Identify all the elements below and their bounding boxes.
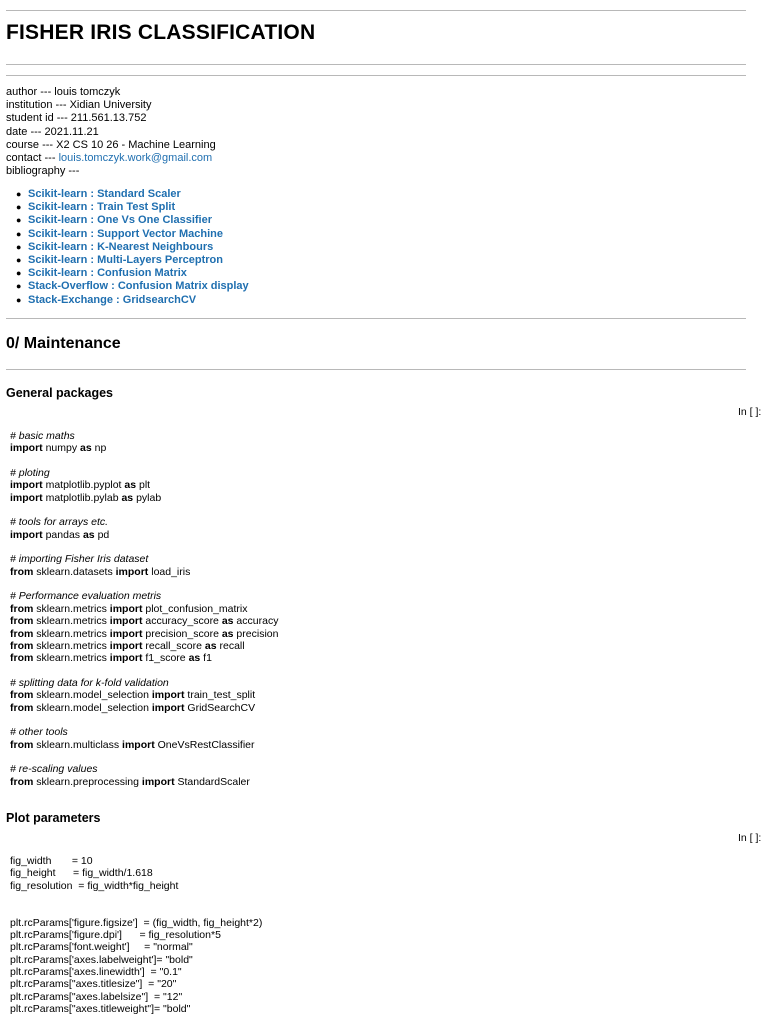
code-keyword: import: [109, 602, 143, 615]
code-line: [10, 479, 278, 491]
code-text: sklearn.metrics: [33, 652, 110, 665]
code-keyword: as: [204, 639, 217, 652]
code-keyword: as: [80, 442, 92, 455]
bibliography-item: [16, 293, 249, 307]
code-line: [10, 714, 278, 726]
code-comment: # importing Fisher Iris dataset: [10, 553, 149, 566]
code-comment: # splitting data for k-fold validation: [10, 676, 169, 689]
code-text: plt.rcParams["axes.labelsize"] = "12": [10, 990, 183, 1003]
code-keyword: import: [109, 639, 143, 652]
code-keyword: from: [10, 738, 34, 751]
bibliography-item: [16, 267, 249, 280]
code-text: plt.rcParams['figure.figsize'] = (fig_width, fig_height*2): [10, 916, 263, 929]
code-line: [10, 615, 278, 627]
code-text: recall: [216, 639, 245, 652]
code-line: [10, 566, 278, 578]
bullet-icon: ●: [16, 228, 22, 239]
divider: [6, 369, 746, 370]
code-line: [10, 492, 278, 504]
bullet-icon: ●: [16, 255, 22, 266]
code-line: [10, 590, 278, 602]
code-line: [10, 751, 278, 763]
bibliography-item: [16, 214, 249, 227]
bibliography-item: [16, 280, 249, 293]
bullet-icon: ●: [16, 281, 22, 292]
code-line: [10, 665, 278, 677]
code-text: GridSearchCV: [184, 701, 256, 714]
code-line: [10, 1003, 262, 1015]
code-line: [10, 467, 278, 479]
code-keyword: as: [188, 652, 201, 665]
code-line: [10, 578, 278, 590]
bibliography-link[interactable]: Stack-Overflow : Confusion Matrix display: [28, 280, 249, 293]
bibliography-link[interactable]: Scikit-learn : One Vs One Classifier: [28, 214, 213, 227]
code-keyword: import: [10, 442, 43, 455]
meta-line: date --- 2021.11.21: [6, 125, 99, 138]
code-keyword: import: [10, 479, 43, 492]
code-keyword: from: [10, 689, 34, 702]
code-keyword: from: [10, 565, 34, 578]
code-text: sklearn.datasets: [33, 565, 116, 578]
code-keyword: as: [121, 491, 134, 504]
code-comment: # other tools: [10, 726, 68, 739]
code-text: sklearn.model_selection: [33, 701, 152, 714]
code-keyword: import: [109, 627, 143, 640]
bibliography-link[interactable]: Scikit-learn : K-Nearest Neighbours: [28, 240, 214, 253]
subsection-heading-plot-parameters: Plot parameters: [6, 811, 101, 825]
code-line: [10, 689, 278, 701]
code-keyword: import: [141, 775, 175, 788]
code-keyword: import: [115, 565, 149, 578]
code-text: train_test_split: [184, 689, 256, 702]
code-line: [10, 776, 278, 788]
code-text: plt.rcParams['axes.labelweight']= "bold": [10, 953, 193, 966]
bibliography-item: [16, 188, 249, 201]
bibliography-link[interactable]: Scikit-learn : Multi-Layers Perceptron: [28, 254, 223, 267]
code-text: accuracy_score: [142, 615, 222, 628]
code-line: [10, 516, 278, 528]
section-heading-maintenance: 0/ Maintenance: [6, 335, 121, 352]
meta-line: author --- louis tomczyk: [6, 86, 121, 98]
bullet-icon: ●: [16, 294, 22, 305]
code-text: precision: [233, 627, 279, 640]
cell-prompt: In [ ]:: [738, 832, 762, 844]
code-text: precision_score: [142, 627, 222, 640]
code-text: matplotlib.pyplot: [42, 479, 125, 492]
meta-line: bibliography ---: [6, 165, 80, 178]
code-text: f1_score: [142, 652, 189, 665]
code-text: pd: [94, 528, 110, 541]
code-text: plt.rcParams["axes.titleweight"]= "bold": [10, 1003, 191, 1016]
code-line: [10, 739, 278, 751]
code-line: [10, 702, 278, 714]
meta-line: course --- X2 CS 10 26 - Machine Learning: [6, 138, 216, 151]
code-text: pandas: [42, 528, 83, 541]
code-text: sklearn.metrics: [33, 615, 110, 628]
code-line: [10, 855, 262, 867]
meta-label: contact ---: [6, 152, 59, 165]
code-keyword: import: [151, 701, 185, 714]
code-text: fig_resolution = fig_width*fig_height: [10, 879, 179, 892]
code-keyword: from: [10, 602, 34, 615]
code-keyword: as: [221, 627, 234, 640]
code-text: sklearn.metrics: [33, 627, 110, 640]
code-keyword: from: [10, 775, 34, 788]
code-text: sklearn.multiclass: [33, 738, 123, 751]
bullet-icon: ●: [16, 202, 22, 213]
bibliography-link[interactable]: Stack-Exchange : GridsearchCV: [28, 293, 197, 306]
code-line: [10, 966, 262, 978]
bullet-icon: ●: [16, 215, 22, 226]
bullet-icon: ●: [16, 268, 22, 279]
bibliography-list: [16, 188, 249, 307]
code-keyword: import: [10, 528, 43, 541]
code-text: load_iris: [148, 565, 191, 578]
code-comment: # Performance evaluation metris: [10, 590, 162, 603]
code-keyword: import: [10, 491, 43, 504]
code-comment: # re-scaling values: [10, 763, 98, 776]
code-text: f1: [200, 652, 212, 665]
bullet-icon: ●: [16, 241, 22, 252]
code-text: sklearn.metrics: [33, 639, 110, 652]
code-line: [10, 455, 278, 467]
code-text: matplotlib.pylab: [42, 491, 122, 504]
code-text: plt: [136, 479, 151, 492]
code-line: [10, 442, 278, 454]
code-keyword: as: [124, 479, 137, 492]
code-text: plt.rcParams['figure.dpi'] = fig_resolution*5: [10, 929, 221, 942]
code-text: plt.rcParams['axes.linewidth'] = "0.1": [10, 966, 182, 979]
code-keyword: import: [151, 689, 185, 702]
bibliography-item: [16, 227, 249, 241]
meta-line: [6, 152, 216, 165]
code-line: [10, 867, 262, 879]
code-text: recall_score: [142, 639, 205, 652]
code-text: plt.rcParams['font.weight'] = "normal": [10, 941, 193, 954]
code-keyword: from: [10, 615, 34, 628]
code-keyword: from: [10, 627, 34, 640]
meta-line: student id --- 211.561.13.752: [6, 112, 147, 125]
code-text: sklearn.preprocessing: [33, 775, 142, 788]
code-cell-plot-parameters[interactable]: [10, 855, 262, 1015]
code-line: [10, 978, 262, 990]
code-comment: # tools for arrays etc.: [10, 516, 109, 529]
code-line: [10, 603, 278, 615]
code-line: [10, 504, 278, 516]
code-text: fig_height = fig_width/1.618: [10, 867, 153, 880]
bibliography-link[interactable]: Scikit-learn : Standard Scaler: [28, 188, 181, 200]
bibliography-item: [16, 254, 249, 267]
code-line: [10, 929, 262, 941]
bibliography-link[interactable]: Scikit-learn : Support Vector Machine: [28, 227, 223, 240]
cell-prompt: In [ ]:: [738, 406, 762, 418]
bullet-icon: ●: [16, 189, 22, 199]
code-text: OneVsRestClassifier: [154, 738, 255, 751]
code-text: fig_width = 10: [10, 855, 93, 867]
code-text: plt.rcParams["axes.titlesize"] = "20": [10, 978, 177, 991]
code-text: numpy: [42, 442, 81, 455]
contact-email-link[interactable]: louis.tomczyk.work@gmail.com: [58, 152, 213, 165]
divider: [6, 75, 746, 76]
code-line: [10, 991, 262, 1003]
code-text: pylab: [133, 491, 162, 504]
code-line: [10, 880, 262, 892]
code-line: [10, 628, 278, 640]
divider: [6, 64, 746, 65]
code-line: [10, 640, 278, 652]
page-title: FISHER IRIS CLASSIFICATION: [6, 21, 316, 44]
code-line: [10, 917, 262, 929]
code-text: accuracy: [233, 615, 279, 628]
subsection-heading-general-packages: General packages: [6, 386, 114, 400]
code-text: sklearn.model_selection: [33, 689, 152, 702]
meta-line: institution --- Xidian University: [6, 99, 152, 112]
code-line: [10, 904, 262, 916]
code-line: [10, 430, 278, 442]
code-keyword: import: [122, 738, 155, 751]
bibliography-link[interactable]: Scikit-learn : Train Test Split: [28, 201, 176, 214]
bibliography-item: [16, 240, 249, 254]
code-line: [10, 763, 278, 775]
code-line: [10, 541, 278, 553]
bibliography-link[interactable]: Scikit-learn : Confusion Matrix: [28, 267, 187, 280]
code-line: [10, 941, 262, 953]
code-line: [10, 726, 278, 738]
author-info: [6, 86, 216, 178]
code-line: [10, 652, 278, 664]
code-keyword: import: [109, 652, 143, 665]
code-comment: # ploting: [10, 467, 50, 480]
code-line: [10, 892, 262, 904]
code-keyword: as: [221, 615, 234, 628]
code-keyword: as: [82, 528, 95, 541]
code-line: [10, 677, 278, 689]
bibliography-item: [16, 201, 249, 214]
code-line: [10, 553, 278, 565]
code-text: plot_confusion_matrix: [142, 602, 248, 615]
code-line: [10, 954, 262, 966]
code-keyword: from: [10, 652, 34, 665]
code-text: StandardScaler: [174, 775, 250, 788]
code-keyword: from: [10, 639, 34, 652]
code-text: np: [91, 442, 107, 455]
code-keyword: import: [109, 615, 143, 628]
code-cell-general-packages[interactable]: [10, 430, 278, 788]
code-text: sklearn.metrics: [33, 602, 110, 615]
code-keyword: from: [10, 701, 34, 714]
code-line: [10, 529, 278, 541]
code-comment: # basic maths: [10, 430, 75, 442]
divider: [6, 10, 746, 11]
divider: [6, 318, 746, 319]
